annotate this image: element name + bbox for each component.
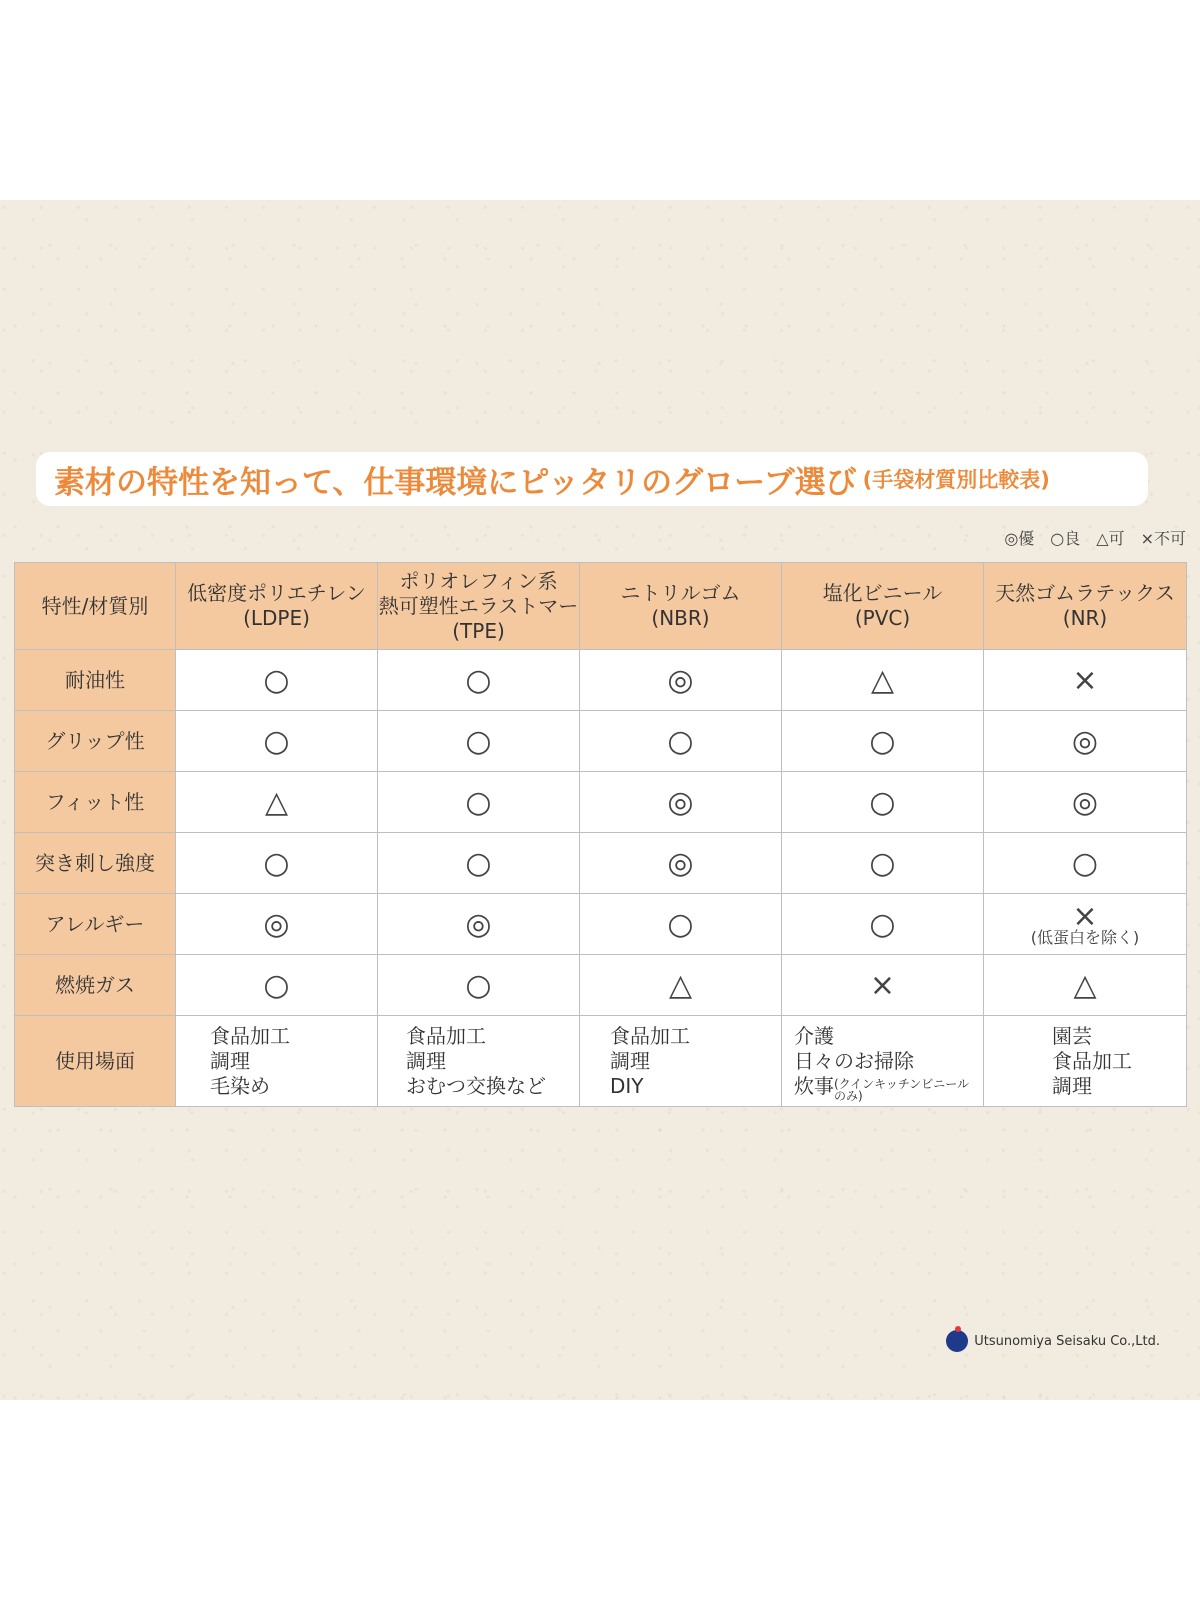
uses-cell: 食品加工 調理 おむつ交換など	[378, 1016, 580, 1107]
uses-cell: 園芸 食品加工 調理	[984, 1016, 1187, 1107]
title-banner	[36, 452, 1148, 506]
table-row	[15, 955, 1187, 1016]
rating-cell: △	[176, 772, 378, 833]
uses-cell: 介護 日々のお掃除 炊事(クインキッチンビニールのみ)	[782, 1016, 984, 1107]
uses-cell: 食品加工 調理 DIY	[580, 1016, 782, 1107]
material-header-tpe: ポリオレフィン系 熱可塑性エラストマー (TPE)	[378, 563, 580, 650]
material-header-nr: 天然ゴムラテックス (NR)	[984, 563, 1187, 650]
table-row	[15, 833, 1187, 894]
rating-cell: ○	[984, 833, 1187, 894]
company-footer	[946, 1330, 1160, 1352]
legend-poor: ×不可	[1140, 529, 1186, 548]
rating-cell: ◎	[984, 711, 1187, 772]
row-label-uses: 使用場面	[15, 1016, 176, 1107]
rating-cell: ○	[378, 955, 580, 1016]
rating-cell: ○	[782, 711, 984, 772]
rating-cell: ○	[176, 833, 378, 894]
rating-mark: ×	[1072, 899, 1098, 934]
row-label-grip: グリップ性	[15, 711, 176, 772]
company-name: Utsunomiya Seisaku Co.,Ltd.	[974, 1333, 1160, 1349]
rating-note: (低蛋白を除く)	[1030, 928, 1140, 947]
row-label-combustion-gas: 燃焼ガス	[15, 955, 176, 1016]
rating-cell: ○	[378, 650, 580, 711]
uses-row	[15, 1016, 1187, 1107]
rating-cell: ○	[782, 833, 984, 894]
rating-cell: ×	[984, 650, 1187, 711]
rating-cell: ○	[782, 772, 984, 833]
comparison-table	[14, 562, 1187, 1107]
rating-cell: ◎	[378, 894, 580, 955]
rating-cell: ○	[378, 711, 580, 772]
rating-cell: ◎	[580, 650, 782, 711]
rating-cell: ◎	[580, 772, 782, 833]
rating-cell: ○	[176, 711, 378, 772]
company-logo-icon	[946, 1330, 968, 1352]
legend-good: ○良	[1050, 529, 1081, 548]
material-header-nbr: ニトリルゴム (NBR)	[580, 563, 782, 650]
rating-cell: ◎	[580, 833, 782, 894]
table-row	[15, 894, 1187, 955]
legend-fair: △可	[1096, 529, 1125, 548]
material-header-ldpe: 低密度ポリエチレン (LDPE)	[176, 563, 378, 650]
row-label-puncture-strength: 突き刺し強度	[15, 833, 176, 894]
page-title: 素材の特性を知って、仕事環境にピッタリのグローブ選び	[54, 464, 857, 501]
uses-cell: 食品加工 調理 毛染め	[176, 1016, 378, 1107]
rating-cell: ○	[378, 772, 580, 833]
rating-cell: ○	[782, 894, 984, 955]
row-label-fit: フィット性	[15, 772, 176, 833]
rating-cell: △	[984, 955, 1187, 1016]
rating-cell: △	[580, 955, 782, 1016]
row-label-allergy: アレルギー	[15, 894, 176, 955]
rating-cell	[984, 894, 1187, 955]
table-row	[15, 711, 1187, 772]
rating-cell: △	[782, 650, 984, 711]
rating-cell: ○	[176, 650, 378, 711]
rating-cell: ○	[378, 833, 580, 894]
rating-cell: ◎	[176, 894, 378, 955]
symbol-legend	[1004, 526, 1186, 549]
legend-excellent: ◎優	[1004, 529, 1035, 548]
corner-header: 特性/材質別	[15, 563, 176, 650]
uses-note: (クインキッチンビニールのみ)	[834, 1076, 970, 1103]
rating-cell: ×	[782, 955, 984, 1016]
material-header-pvc: 塩化ビニール (PVC)	[782, 563, 984, 650]
row-label-oil-resistance: 耐油性	[15, 650, 176, 711]
page-subtitle: (手袋材質別比較表)	[862, 468, 1050, 492]
table-row	[15, 772, 1187, 833]
paper-background	[0, 200, 1200, 1400]
rating-cell: ○	[580, 711, 782, 772]
rating-cell: ○	[580, 894, 782, 955]
rating-cell: ◎	[984, 772, 1187, 833]
table-row	[15, 650, 1187, 711]
header-row	[15, 563, 1187, 650]
rating-cell: ○	[176, 955, 378, 1016]
